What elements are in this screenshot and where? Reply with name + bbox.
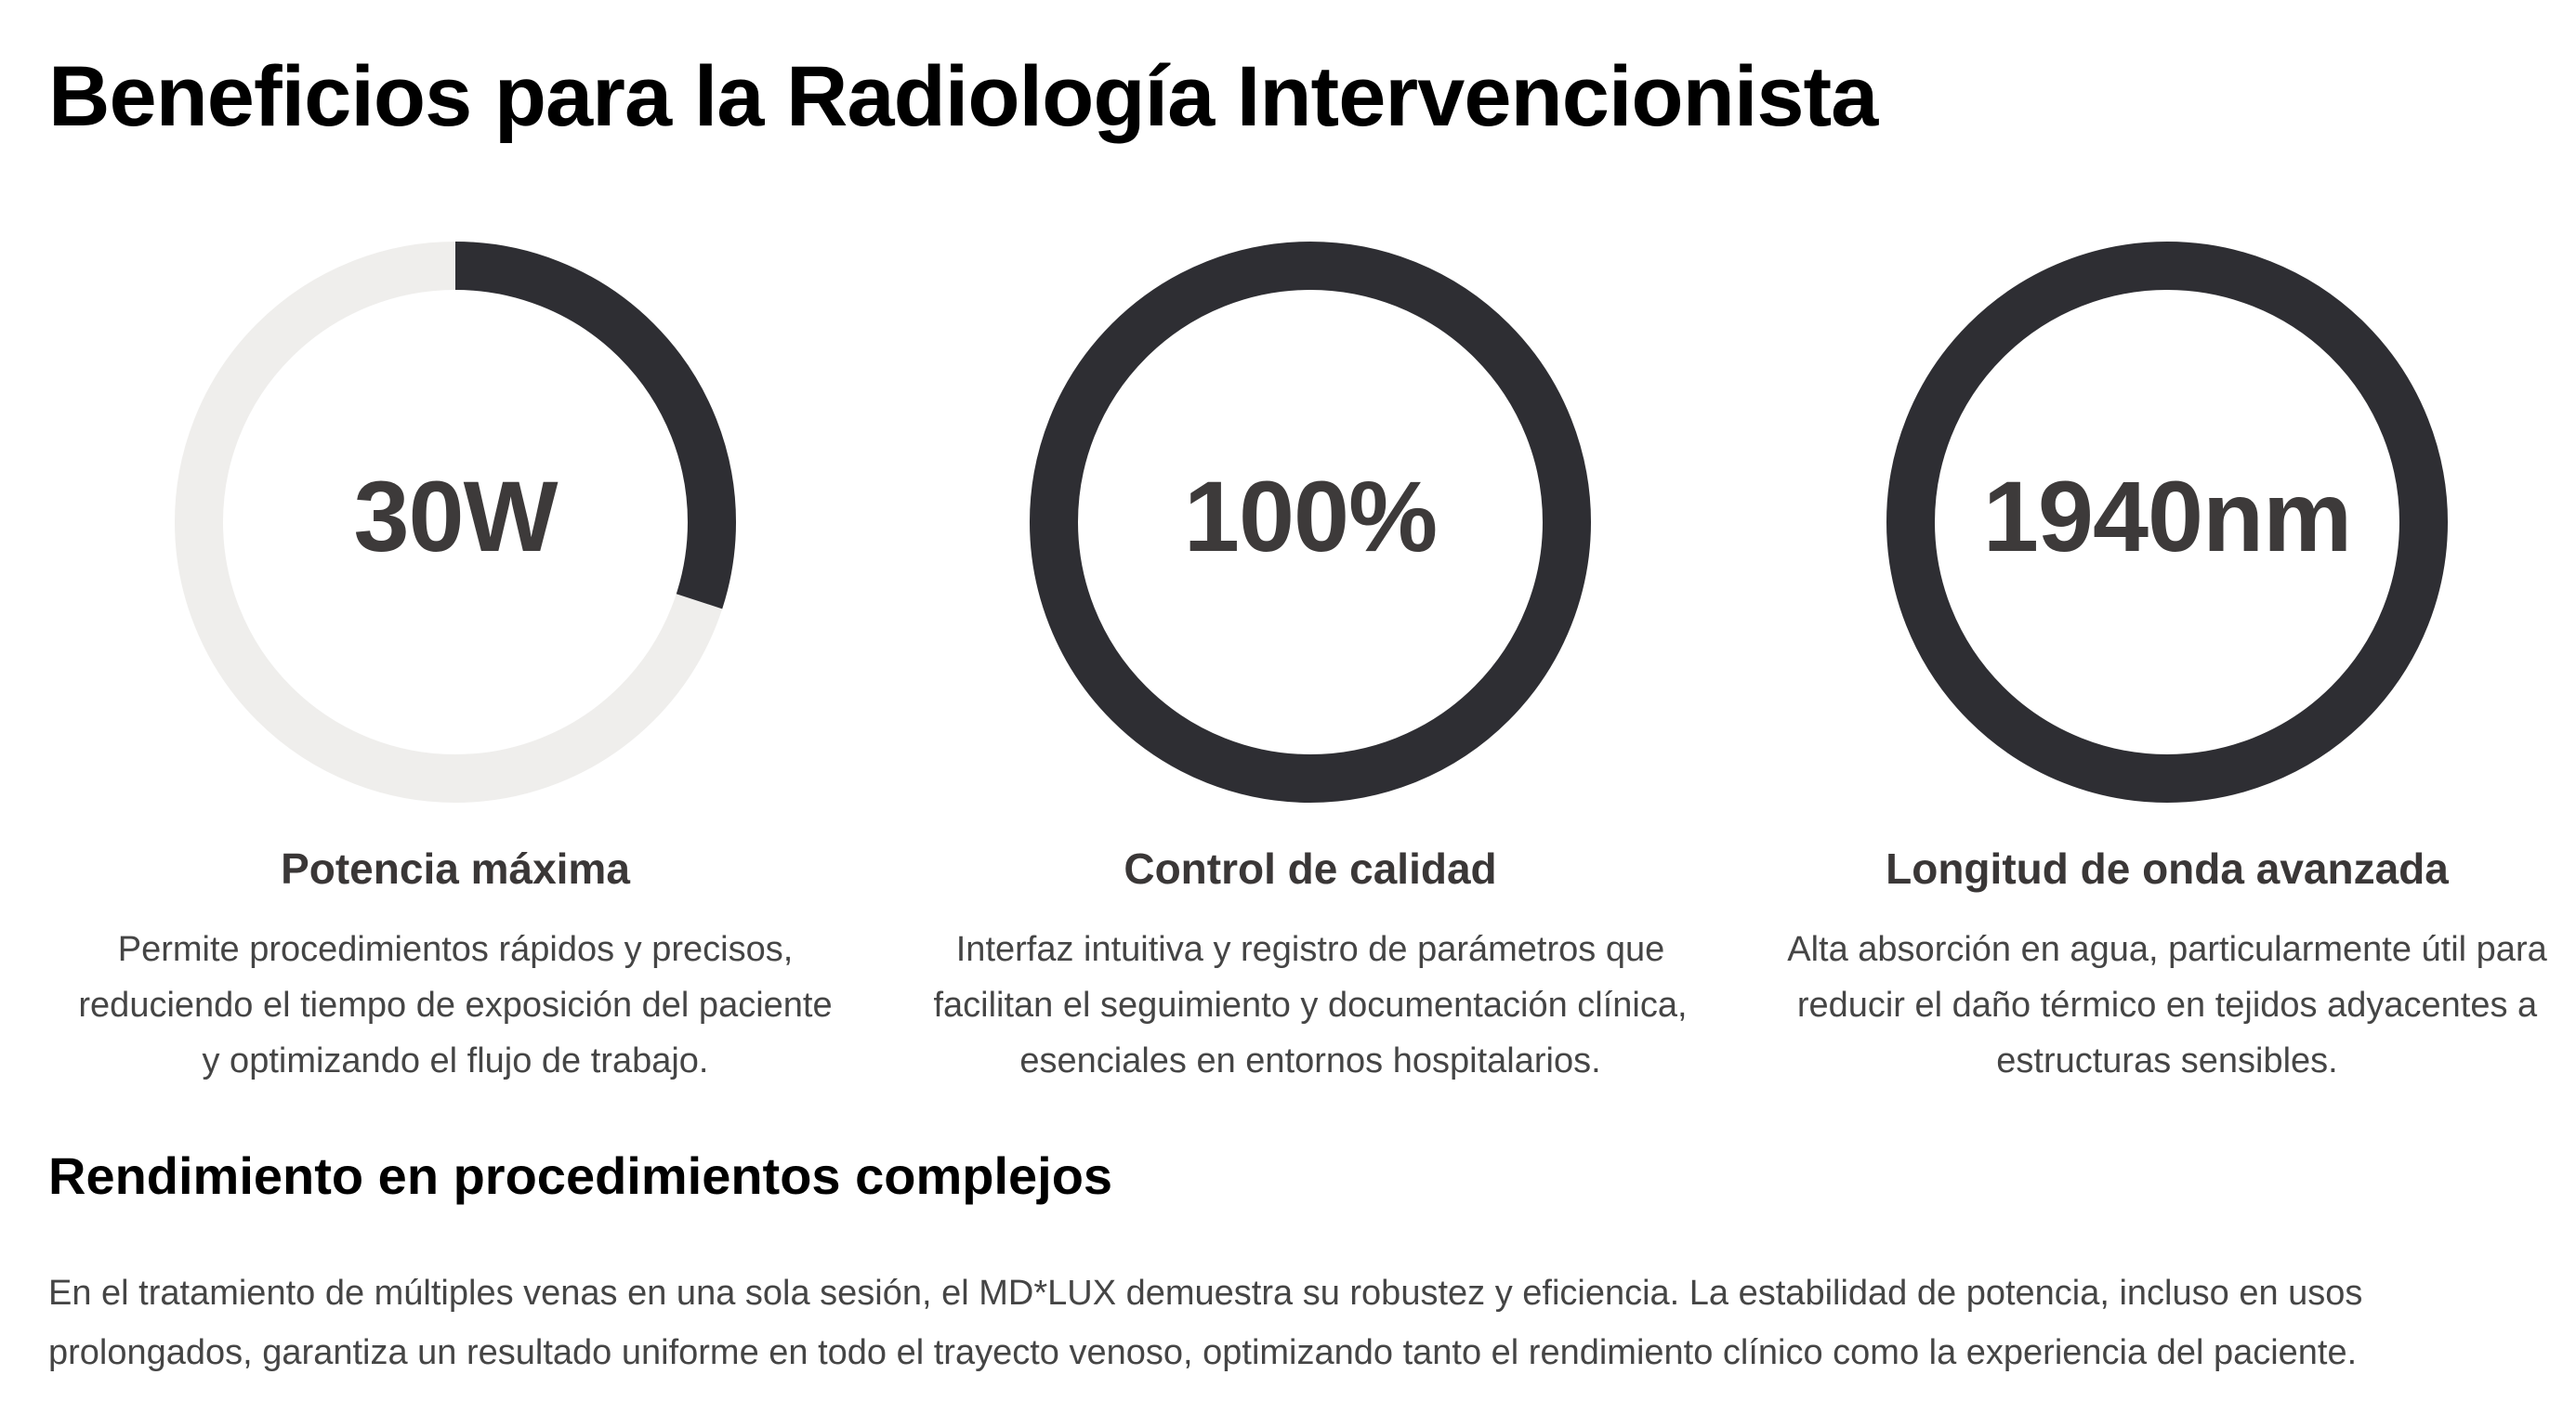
stat-card-quality [901, 223, 1719, 1096]
stat-heading: Potencia máxima [281, 844, 630, 893]
stat-description: Interfaz intuitiva y registro de parámetros que facilitan el seguimiento y documentación clínica, esenciales en entornos hospitalarios. [933, 930, 1688, 1080]
stat-card-power [46, 223, 864, 1096]
stats-row [0, 223, 2576, 1096]
page-title: Beneficios para la Radiología Intervencionista [48, 49, 1878, 144]
stat-description: Alta absorción en agua, particularmente útil para reducir el daño térmico en tejidos adyacentes a estructuras sensibles. [1787, 930, 2547, 1080]
stat-heading: Longitud de onda avanzada [1886, 844, 2449, 893]
stat-value: 100% [1183, 460, 1438, 572]
stat-card-wavelength [1758, 223, 2576, 1096]
stat-heading: Control de calidad [1124, 844, 1497, 893]
section-heading: Rendimiento en procedimientos complejos [48, 1146, 1113, 1205]
stat-value: 1940nm [1982, 460, 2352, 572]
stat-description: Permite procedimientos rápidos y precisos, reduciendo el tiempo de exposición del paciente y optimizando el flujo de trabajo. [78, 930, 833, 1080]
section-body: En el tratamiento de múltiples venas en una sola sesión, el MD*LUX demuestra su robustez y eficiencia. La estabilidad de potencia, incluso en usos prolongados, garantiza un resultado uniforme en todo el trayecto venoso, optimizando tanto el rendimiento clínico como la experiencia del paciente. [48, 1274, 2363, 1372]
stat-value: 30W [353, 460, 558, 572]
